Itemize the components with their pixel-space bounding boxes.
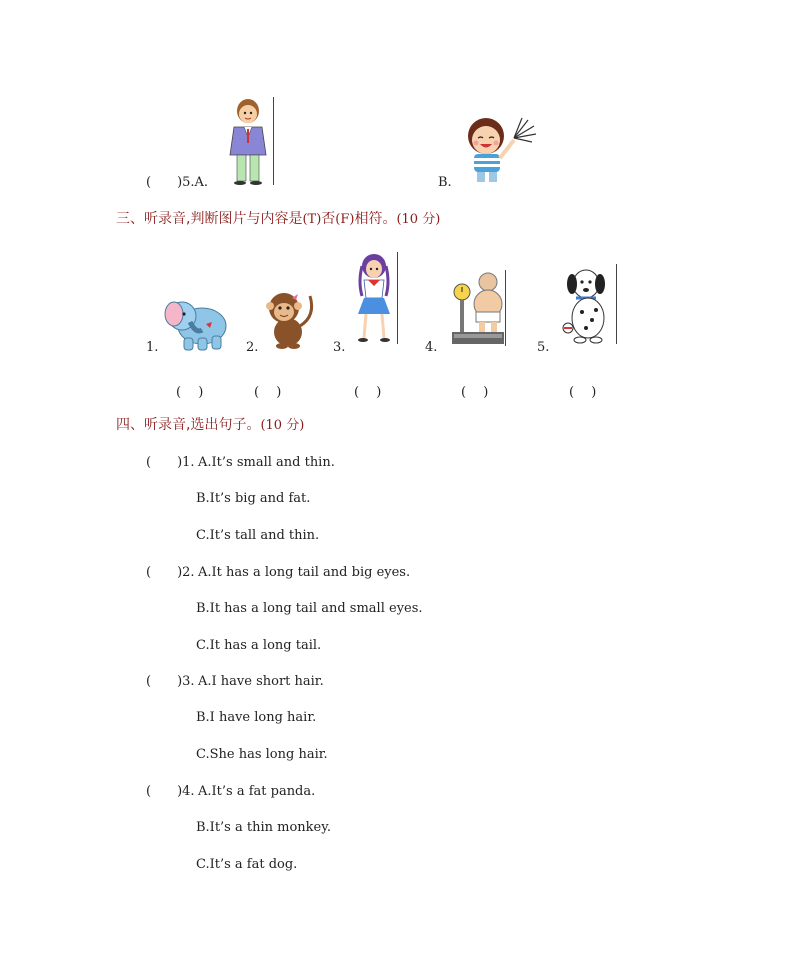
section-3-title: 三、听录音,判断图片与内容是	[116, 211, 303, 227]
girl-illustration	[350, 252, 398, 348]
question-1-option-b: B.It’s big and fat.	[196, 491, 311, 506]
question-2-prefix: ( )2.	[146, 565, 195, 580]
question-5-prefix: ( )5.A.	[146, 175, 209, 190]
question-2-option-c: C.It has a long tail.	[196, 638, 322, 653]
question-4-option-b: B.It’s a thin monkey.	[196, 820, 331, 835]
image-border	[505, 270, 506, 346]
section-3-title-tail: 相符。	[354, 211, 397, 227]
section-3-heading	[116, 210, 440, 229]
question-1-option-a: A.It’s small and thin.	[198, 455, 335, 470]
question-1-option-c: C.It’s tall and thin.	[196, 528, 320, 543]
image-border	[273, 97, 274, 185]
question-5-row	[0, 0, 794, 200]
boy-waving-illustration	[462, 114, 540, 186]
image-border	[397, 252, 398, 344]
question-4-option-a: A.It’s a fat panda.	[198, 784, 316, 799]
question-3-option-b: B.I have long hair.	[196, 710, 317, 725]
man-on-scale-illustration	[448, 270, 506, 346]
answer-blank-5[interactable]: ( )	[569, 385, 597, 400]
picture-number-2: 2.	[246, 340, 259, 355]
question-3-prefix: ( )3.	[146, 674, 195, 689]
question-2-option-b: B.It has a long tail and small eyes.	[196, 601, 423, 616]
picture-number-3: 3.	[333, 340, 346, 355]
answer-blank-3[interactable]: ( )	[354, 385, 382, 400]
section-4-title: 四、听录音,选出句子。	[116, 417, 261, 433]
answer-blank-1[interactable]: ( )	[176, 385, 204, 400]
question-4-option-c: C.It’s a fat dog.	[196, 857, 298, 872]
section-3-title-mid: 否	[321, 211, 336, 227]
question-3-option-c: C.She has long hair.	[196, 747, 328, 762]
question-4-prefix: ( )4.	[146, 784, 195, 799]
answer-blank-4[interactable]: ( )	[461, 385, 489, 400]
man-illustration	[224, 97, 276, 185]
section-4-points: (10 分)	[260, 418, 305, 433]
picture-number-5: 5.	[537, 340, 550, 355]
question-2-option-a: A.It has a long tail and big eyes.	[198, 565, 411, 580]
picture-number-4: 4.	[425, 340, 438, 355]
monkey-illustration	[260, 286, 318, 352]
dalmatian-dog-illustration	[562, 264, 616, 344]
section-4-heading	[116, 416, 304, 435]
question-1-prefix: ( )1.	[146, 455, 195, 470]
false-mark: (F)	[335, 212, 355, 227]
true-mark: (T)	[302, 212, 322, 227]
question-5-option-b: B.	[438, 175, 452, 190]
image-border	[616, 264, 617, 344]
section-3-points: (10 分)	[396, 212, 441, 227]
elephant-illustration	[162, 294, 236, 352]
question-3-option-a: A.I have short hair.	[198, 674, 324, 689]
answer-blank-2[interactable]: ( )	[254, 385, 282, 400]
picture-number-1: 1.	[146, 340, 159, 355]
